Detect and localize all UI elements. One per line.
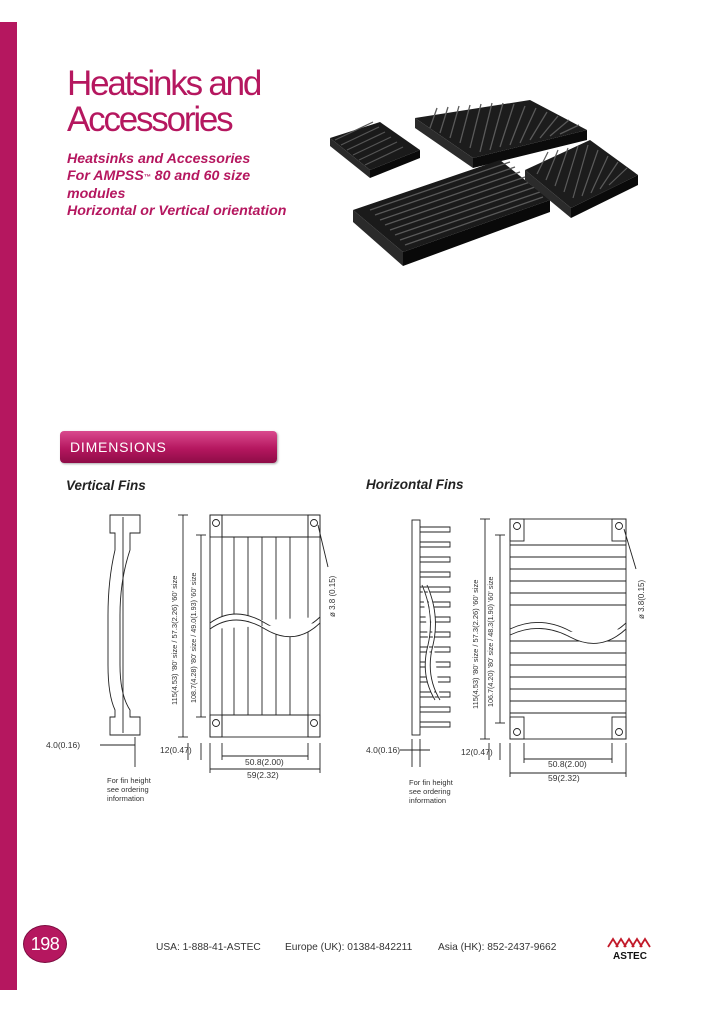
vertical-dim-inner: 108.7(4.28) '80' size / 49.0(1.93) '60' size <box>189 572 198 703</box>
astec-logo <box>605 934 655 968</box>
vertical-dim-height: 115(4.53) '80' size / 57.3(2.26) '60' size <box>170 575 179 705</box>
vertical-note-line2: see ordering <box>107 785 149 794</box>
horizontal-fins-label: Horizontal Fins <box>366 477 464 492</box>
horizontal-dim-hole: ø 3.8(0.15) <box>637 579 646 619</box>
contact-asia: Asia (HK): 852-2437-9662 <box>438 942 557 953</box>
vertical-note-line1: For fin height <box>107 776 151 785</box>
subtitle-line2-suffix: 80 and 60 size <box>150 168 251 185</box>
page-title <box>67 66 260 138</box>
subtitle-line4: Horizontal or Vertical orientation <box>67 202 287 219</box>
horizontal-fins-drawing <box>360 505 660 810</box>
astec-logo-mark <box>605 934 655 950</box>
contact-usa: USA: 1-888-41-ASTEC <box>156 942 261 953</box>
page-title-line1: Heatsinks and <box>67 64 261 103</box>
horizontal-dim-height: 115(4.53) '80' size / 57.3(2.26) '60' size <box>471 579 480 709</box>
contact-europe: Europe (UK): 01384-842211 <box>285 942 413 953</box>
vertical-dim-hole: ø 3.8 (0.15) <box>328 575 337 617</box>
horizontal-note-line2: see ordering <box>409 787 451 796</box>
subtitle-line2 <box>67 168 317 185</box>
horizontal-dim-w1: 50.8(2.00) <box>548 759 587 769</box>
vertical-note-line3: information <box>107 794 145 803</box>
page-title-line2: Accessories <box>67 100 232 139</box>
horizontal-dim-fin: 12(0.47) <box>461 747 493 757</box>
subtitle-line1: Heatsinks and Accessories <box>67 151 251 167</box>
dimensions-banner <box>60 431 277 463</box>
vertical-fins-label: Vertical Fins <box>66 478 146 493</box>
astec-logo-text: ASTEC <box>613 951 647 962</box>
horizontal-dim-w2: 59(2.32) <box>548 773 580 783</box>
subtitle-line2-prefix: For AMPSS <box>67 168 144 185</box>
dimensions-heading: DIMENSIONS <box>70 439 167 455</box>
vertical-dim-base: 4.0(0.16) <box>46 740 81 750</box>
subtitle <box>67 151 317 220</box>
heatsink-1 <box>330 122 420 178</box>
vertical-dim-w2: 59(2.32) <box>247 770 279 780</box>
heatsink-photo <box>325 100 645 272</box>
trademark-mark: ™ <box>143 174 151 182</box>
sidebar-stripe <box>0 22 17 990</box>
horizontal-note-line3: information <box>409 796 447 805</box>
page-number-badge: 198 <box>23 925 67 963</box>
vertical-fins-drawing <box>46 505 360 810</box>
horizontal-dim-inner: 106.7(4.20) '80' size / 48.3(1.90) '60' size <box>486 576 495 707</box>
vertical-dim-w1: 50.8(2.00) <box>245 757 284 767</box>
vertical-dim-fin: 12(0.47) <box>160 745 192 755</box>
horizontal-note-line1: For fin height <box>409 778 453 787</box>
heatsink-3 <box>353 160 550 266</box>
subtitle-line3: modules <box>67 185 126 202</box>
horizontal-dim-base: 4.0(0.16) <box>366 745 401 755</box>
